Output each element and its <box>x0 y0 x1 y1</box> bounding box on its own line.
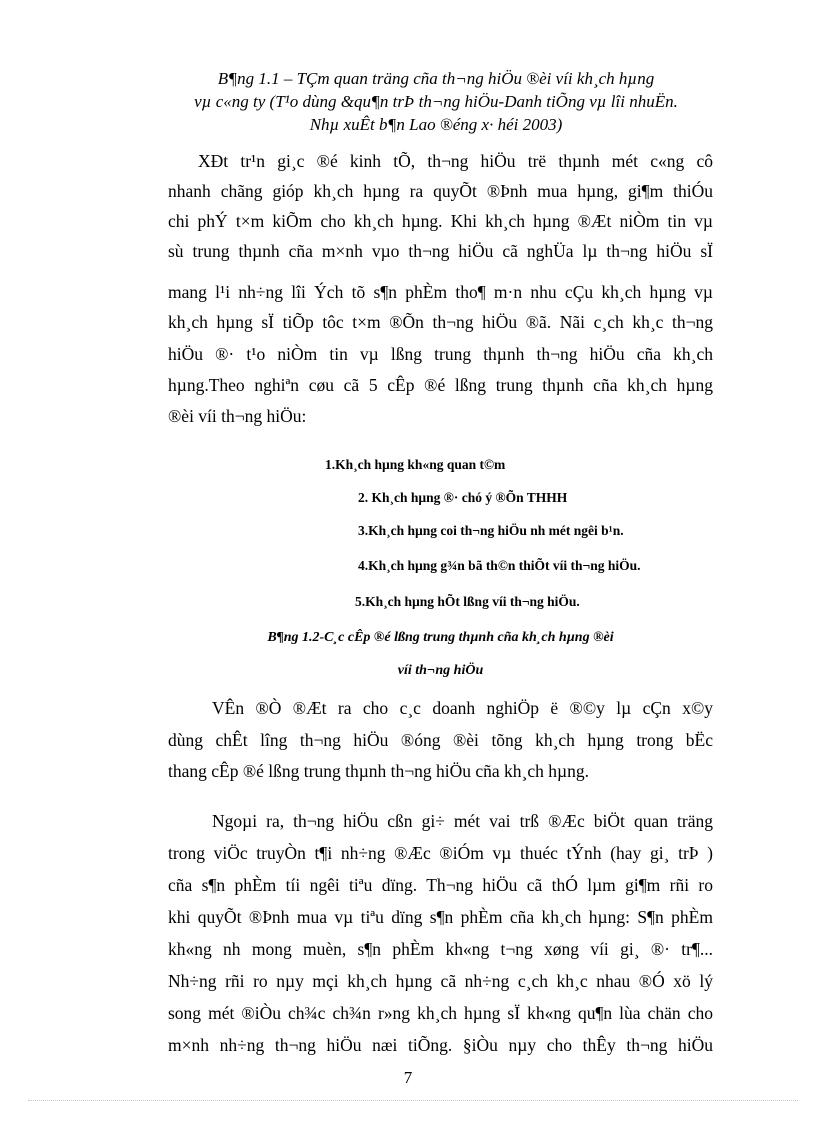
loyalty-level-3: 3.Kh¸ch hµng coi th¬ng hiÖu nh mét ngêi b¹n. <box>358 523 624 538</box>
table-2-caption-line-1: B¶ng 1.2-C¸c cÊp ®é lßng trung thµnh cña kh¸ch hµng ®èi <box>267 630 614 645</box>
paragraph-3-line-1: Ngoµi ra, th¬ng hiÖu cßn gi÷ mét vai trß ®Æc biÖt quan träng <box>212 811 713 831</box>
loyalty-level-4: 4.Kh¸ch hµng g¾n bã th©n thiÕt víi th¬ng hiÖu. <box>358 558 641 573</box>
paragraph-1-line-5: mang l¹i nh÷ng lîi Ých tõ s¶n phÈm tho¶ m·n nhu cÇu kh¸ch hµng vµ <box>168 282 713 302</box>
paragraph-1-line-2: nhanh chãng gióp kh¸ch hµng ra quyÕt ®Þnh mua hµng, gi¶m thiÓu <box>168 181 713 201</box>
loyalty-level-5: 5.Kh¸ch hµng hÕt lßng víi th¬ng hiÖu. <box>355 594 580 609</box>
paragraph-3-line-8: m×nh nh÷ng th¬ng hiÖu næi tiÕng. §iÒu nµy cho thÊy th¬ng hiÖu <box>168 1035 713 1055</box>
paragraph-1-line-3: chi phÝ t×m kiÕm cho kh¸ch hµng. Khi kh¸ch hµng ®Æt niÒm tin vµ <box>168 211 713 231</box>
paragraph-3-line-6: Nh÷ng rñi ro nµy mçi kh¸ch hµng cã nh÷ng c¸ch kh¸c nhau ®Ó xö lý <box>168 971 713 991</box>
paragraph-3-line-4: khi quyÕt ®Þnh mua vµ tiªu dïng s¶n phÈm cña kh¸ch hµng: S¶n phÈm <box>168 907 713 927</box>
table-caption-line-3: Nhµ xuÊt b¶n Lao ®éng x· héi 2003) <box>309 115 563 134</box>
paragraph-1-line-1: XÐt tr¹n gi¸c ®é kinh tÕ, th¬ng hiÖu trë thµnh mét c«ng cô <box>198 151 713 171</box>
loyalty-level-2: 2. Kh¸ch hµng ®· chó ý ®Õn THHH <box>358 490 568 505</box>
paragraph-2-line-2: dùng chÊt lîng th¬ng hiÖu ®óng ®èi tõng kh¸ch hµng trong bËc <box>168 730 713 750</box>
paragraph-3-line-3: cña s¶n phÈm tíi ngêi tiªu dïng. Th¬ng hiÖu cã thÓ lµm gi¶m rñi ro <box>168 875 713 895</box>
page-number: 7 <box>403 1068 413 1087</box>
paragraph-3-line-2: trong viÖc truyÒn t¶i nh÷ng ®Æc ®iÓm vµ thuéc tÝnh (hay gi¸ trÞ ) <box>168 843 713 863</box>
paragraph-1-line-6: kh¸ch hµng sÏ tiÕp tôc t×m ®Õn th¬ng hiÖu ®ã. Nãi c¸ch kh¸c th¬ng <box>168 312 713 332</box>
table-2-caption-line-2: víi th¬ng hiÖu <box>397 663 484 678</box>
paragraph-1-line-8: hµng.Theo nghiªn cøu cã 5 cÊp ®é lßng trung thµnh cña kh¸ch hµng <box>168 375 713 395</box>
paragraph-2-line-1: VÊn ®Ò ®Æt ra cho c¸c doanh nghiÖp ë ®©y lµ cÇn x©y <box>212 698 713 718</box>
paragraph-1-line-7: hiÖu ®· t¹o niÒm tin vµ lßng trung thµnh th¬ng hiÖu cña kh¸ch <box>168 344 713 364</box>
paragraph-1-line-4: sù trung thµnh cña m×nh vµo th¬ng hiÖu cã nghÜa lµ th¬ng hiÖu sÏ <box>168 241 713 261</box>
page-footer-divider <box>28 1100 798 1101</box>
paragraph-1-line-9: ®èi víi th¬ng hiÖu: <box>168 406 307 426</box>
paragraph-3-line-5: kh«ng nh mong muèn, s¶n phÈm kh«ng t¬ng xøng víi gi¸ ®· tr¶... <box>168 939 713 959</box>
table-caption-line-2: vµ c«ng ty (T¹o dùng &qu¶n trÞ th¬ng hiÖu-Danh tiÕng vµ lîi nhuËn. <box>194 92 678 111</box>
table-caption-line-1: B¶ng 1.1 – TÇm quan träng cña th¬ng hiÖu ®èi víi kh¸ch hµng <box>217 69 655 88</box>
paragraph-3-line-7: song mét ®iÒu ch¾c ch¾n r»ng kh¸ch hµng sÏ kh«ng qu¶n lùa chän cho <box>168 1003 713 1023</box>
paragraph-2-line-3: thang cÊp ®é lßng trung thµnh th¬ng hiÖu cña kh¸ch hµng. <box>168 761 589 781</box>
loyalty-level-1: 1.Kh¸ch hµng kh«ng quan t©m <box>325 457 506 472</box>
